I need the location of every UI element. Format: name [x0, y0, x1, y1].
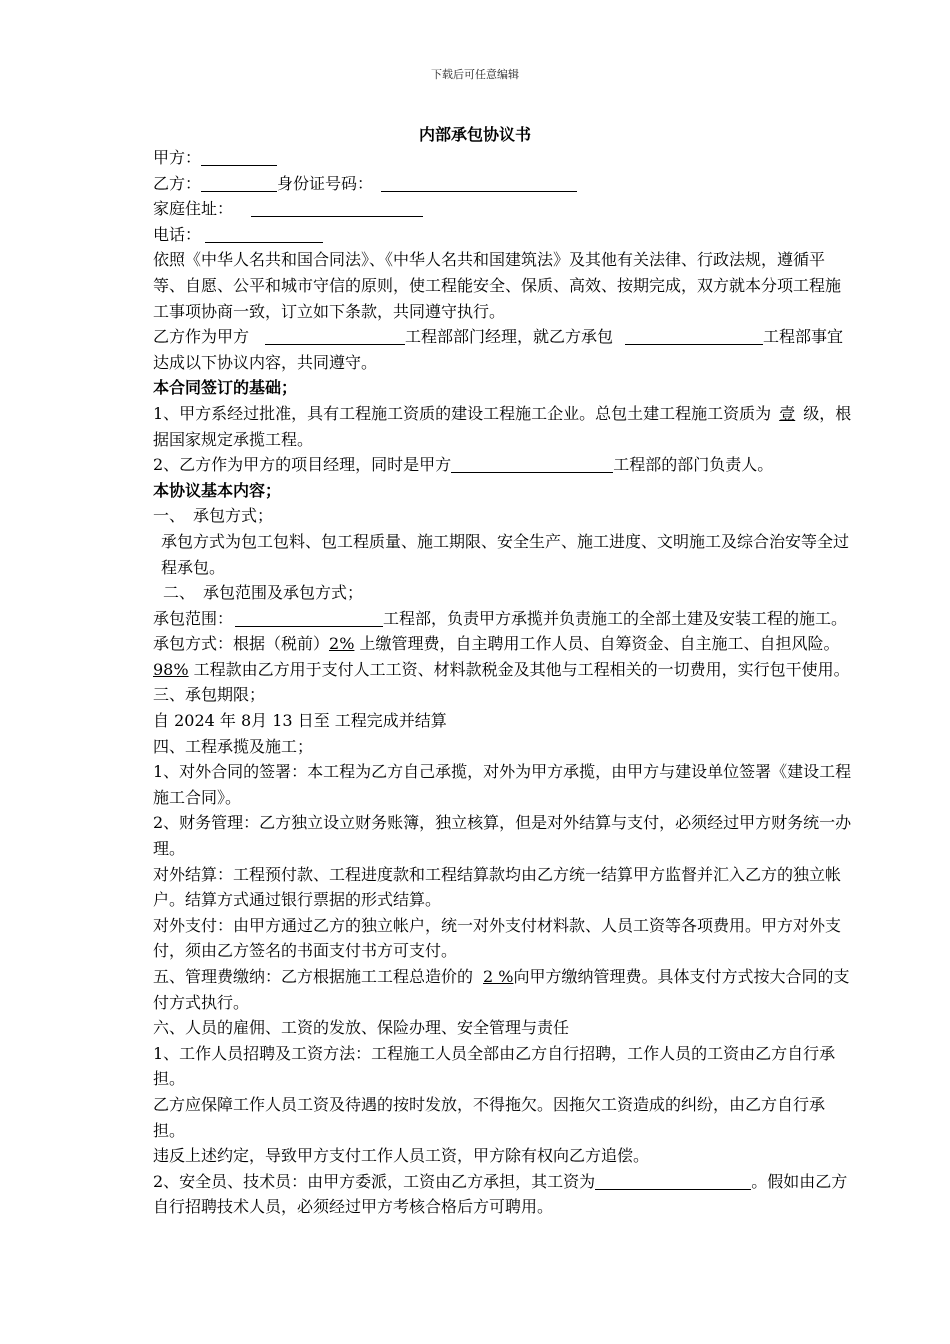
- external-settlement: 对外结算：工程预付款、工程进度款和工程结算款均由乙方统一结算甲方监督并汇入乙方的独立帐户。结算方式通过银行票据的形式结算。: [153, 864, 842, 910]
- phone-blank: [205, 225, 323, 243]
- section-5: 五、管理费缴纳：乙方根据施工工程总造价的 2 %向甲方缴纳管理费。具体支付方式按大合同的支付方式执行。: [153, 967, 850, 1012]
- violation-clause: 违反上述约定，导致甲方支付工作人员工资，甲方除有权向乙方追偿。: [153, 1146, 650, 1166]
- address-line: 家庭住址：: [117, 196, 852, 222]
- section-4-item-2: 2、财务管理：乙方独立设立财务账簿，独立核算，但是对外结算与支付，必须经过甲方财务统一办理。: [153, 813, 852, 859]
- address-blank: [251, 199, 423, 217]
- section-3-heading: 三、承包期限；: [153, 685, 266, 705]
- section-1-text: 承包方式为包工包料、包工程质量、施工期限、安全生产、施工进度、文明施工及综合治安等全过程承包。: [161, 531, 850, 577]
- section-2-scope: 承包范围： 工程部，负责甲方承揽并负责施工的全部土建及安装工程的施工。: [153, 608, 848, 628]
- party-a-blank: [201, 148, 277, 166]
- party-b-blank: [201, 174, 277, 192]
- management-fee-percent: 2%: [329, 634, 355, 654]
- section-4-item-1: 1、对外合同的签署：本工程为乙方自己承揽，对外为甲方承揽，由甲方与建设单位签署《建设工程施工合同》。: [153, 762, 852, 807]
- intro-paragraph-2: 乙方作为甲方 工程部部门经理，就乙方承包 工程部事宜达成以下协议内容，共同遵守。: [153, 327, 844, 372]
- section-6-item-2: 2、安全员、技术员：由甲方委派，工资由乙方承担，其工资为 。假如由乙方自行招聘技术人员，必须经过甲方考核合格后方可聘用。: [153, 1171, 848, 1217]
- scope-blank: [235, 609, 383, 627]
- content-heading: 本协议基本内容；: [153, 480, 282, 500]
- section-5-percent: 2 %: [483, 967, 514, 986]
- department-name-blank: [451, 455, 613, 473]
- basis-item-1: 1、甲方系经过批准，具有工程施工资质的建设工程施工企业。总包土建工程施工资质为 壹 级，根据国家规定承揽工程。: [153, 403, 852, 449]
- document-body: [117, 145, 852, 1220]
- section-2-mode: 承包方式：根据（税前）2% 上缴管理费，自主聘用工作人员、自筹资金、自主施工、自担风险。98% 工程款由乙方用于支付人工工资、材料款税金及其他与工程相关的一切费用，实行包干使用。: [153, 634, 850, 679]
- party-b-line: 乙方： 身份证号码：: [117, 171, 852, 197]
- section-6-item-1: 1、工作人员招聘及工资方法：工程施工人员全部由乙方自行招聘，工作人员的工资由乙方自行承担。: [153, 1043, 836, 1089]
- basis-heading: 本合同签订的基础；: [153, 378, 298, 398]
- section-1-heading: 一、 承包方式；: [153, 506, 274, 526]
- section-4-heading: 四、工程承揽及施工；: [153, 736, 314, 756]
- qualification-grade: 壹: [779, 403, 796, 423]
- document-title: 内部承包协议书: [418, 125, 531, 144]
- party-a-line: 甲方：: [117, 145, 852, 171]
- section-2-heading: 二、 承包范围及承包方式；: [163, 583, 364, 603]
- department-blank: [265, 327, 405, 345]
- phone-line: 电话：: [117, 222, 852, 248]
- section-6-heading: 六、人员的雇佣、工资的发放、保险办理、安全管理与责任: [153, 1018, 570, 1038]
- basis-item-2: 2、乙方作为甲方的项目经理，同时是甲方 工程部的部门负责人。: [153, 455, 774, 475]
- external-payment: 对外支付：由甲方通过乙方的独立帐户，统一对外支付材料款、人员工资等各项费用。甲方对外支付，须由乙方签名的书面支付书方可支付。: [153, 915, 842, 961]
- project-funds-percent: 98%: [153, 659, 189, 679]
- header-note: 下载后可任意编辑: [431, 68, 519, 81]
- intro-paragraph: 依照《中华人名共和国合同法》、《中华人名共和国建筑法》及其他有关法律、行政法规，遵循平等、自愿、公平和城市守信的原则，使工程能安全、保质、高效、按期完成，双方就本分项工程施工事项协商一致，订立如下条款，共同遵守执行。: [153, 250, 842, 321]
- id-number-blank: [381, 174, 577, 192]
- section-3-text: 自 2024 年 8月 13 日至 工程完成并结算: [153, 711, 447, 731]
- salary-blank: [595, 1172, 751, 1190]
- project-blank: [625, 327, 763, 345]
- wage-guarantee: 乙方应保障工作人员工资及待遇的按时发放，不得拖欠。因拖欠工资造成的纠纷，由乙方自行承担。: [153, 1094, 826, 1140]
